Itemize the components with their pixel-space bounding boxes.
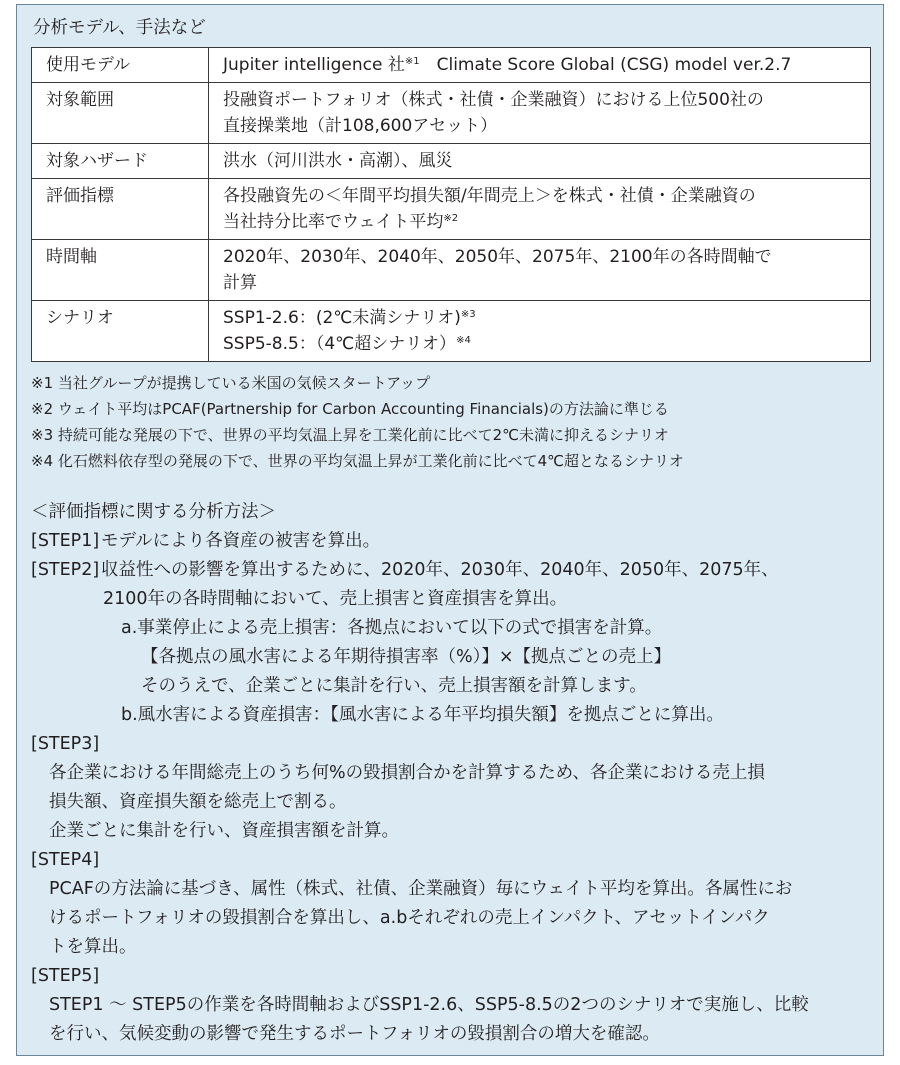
step4-line: PCAFの方法論に基づき、属性（株式、社債、企業融資）毎にウェイト平均を算出。各属性にお <box>49 879 793 899</box>
step-text: モデルにより各資産の被害を算出。 <box>101 531 381 551</box>
analysis-panel <box>16 4 884 1056</box>
step2 <box>31 556 809 585</box>
table-row <box>32 240 871 301</box>
step2-a-title: a.事業停止による売上損害：各拠点において以下の式で損害を計算。 <box>121 618 663 638</box>
step-tag: [STEP2] <box>31 560 100 580</box>
model-spec-table <box>31 47 871 362</box>
row-label: シナリオ <box>32 301 209 362</box>
step4-line: トを算出。 <box>49 937 137 957</box>
table-row <box>32 301 871 362</box>
row-label: 使用モデル <box>32 48 209 83</box>
table-row <box>32 144 871 179</box>
row-value: 2020年、2030年、2040年、2050年、2075年、2100年の各時間軸で 計算 <box>209 240 871 301</box>
row-label: 評価指標 <box>32 179 209 240</box>
step4-line: けるポートフォリオの毀損割合を算出し、a.bそれぞれの売上インパクト、アセットインパク <box>49 908 770 928</box>
step5-line: STEP1 ～ STEP5の作業を各時間軸およびSSP1-2.6、SSP5-8.5の2つのシナリオで実施し、比較 <box>49 995 809 1015</box>
step-tag: [STEP1] <box>31 531 100 551</box>
step3-tag: [STEP3] <box>31 734 100 754</box>
footnote: ※3 持続可能な発展の下で、世界の平均気温上昇を工業化前に比べて2℃未満に抑えるシナリオ <box>31 426 669 444</box>
row-label: 対象ハザード <box>32 144 209 179</box>
row-value: 各投融資先の＜年間平均損失額/年間売上＞を株式・社債・企業融資の 当社持分比率でウェイト平均$^{※2}$ <box>209 179 871 240</box>
footnote: ※1 当社グループが提携している米国の気候スタートアップ <box>31 374 431 392</box>
row-value: 投融資ポートフォリオ（株式・社債・企業融資）における上位500社の 直接操業地（計108,600アセット） <box>209 83 871 144</box>
section-title: 分析モデル、手法など <box>33 18 206 38</box>
step2-b-title: b.風水害による資産損害：【風水害による年平均損失額】を拠点ごとに算出。 <box>121 705 724 725</box>
row-label: 対象範囲 <box>32 83 209 144</box>
row-label: 時間軸 <box>32 240 209 301</box>
step2-a-after: そのうえで、企業ごとに集計を行い、売上損害額を計算します。 <box>141 676 647 696</box>
footnote: ※4 化石燃料依存型の発展の下で、世界の平均気温上昇が工業化前に比べて4℃超となるシナリオ <box>31 452 684 470</box>
method-heading: ＜評価指標に関する分析方法＞ <box>31 502 276 522</box>
step-text: 収益性への影響を算出するために、2020年、2030年、2040年、2050年、2075年、 <box>101 560 779 580</box>
row-value: Jupiter intelligence 社$^{※1}$ Climate Score Global (CSG) model ver.2.7 <box>209 48 871 83</box>
step5-tag: [STEP5] <box>31 966 100 986</box>
row-value: SSP1-2.6：(2℃未満シナリオ)$^{※3}$ SSP5-8.5：（4℃超シナリオ）$^{※4}$ <box>209 301 871 362</box>
step2-a-formula: 【各拠点の風水害による年期待損害率（%）】×【拠点ごとの売上】 <box>141 647 672 667</box>
row-value: 洪水（河川洪水・高潮）、風災 <box>209 144 871 179</box>
step3-line: 損失額、資産損失額を総売上で割る。 <box>49 792 347 812</box>
step2-line2: 2100年の各時間軸において、売上損害と資産損害を算出。 <box>103 589 568 609</box>
step5-line: を行い、気候変動の影響で発生するポートフォリオの毀損割合の増大を確認。 <box>49 1024 660 1044</box>
step3-line: 企業ごとに集計を行い、資産損害額を計算。 <box>49 821 399 841</box>
analysis-method <box>31 498 809 1049</box>
step4-tag: [STEP4] <box>31 850 100 870</box>
table-row <box>32 83 871 144</box>
table-row <box>32 179 871 240</box>
footnotes <box>31 370 684 474</box>
table-row <box>32 48 871 83</box>
footnote: ※2 ウェイト平均はPCAF(Partnership for Carbon Accounting Financials)の方法論に準じる <box>31 400 669 418</box>
step3-line: 各企業における年間総売上のうち何%の毀損割合かを計算するため、各企業における売上損 <box>49 763 765 783</box>
step1 <box>31 527 809 556</box>
